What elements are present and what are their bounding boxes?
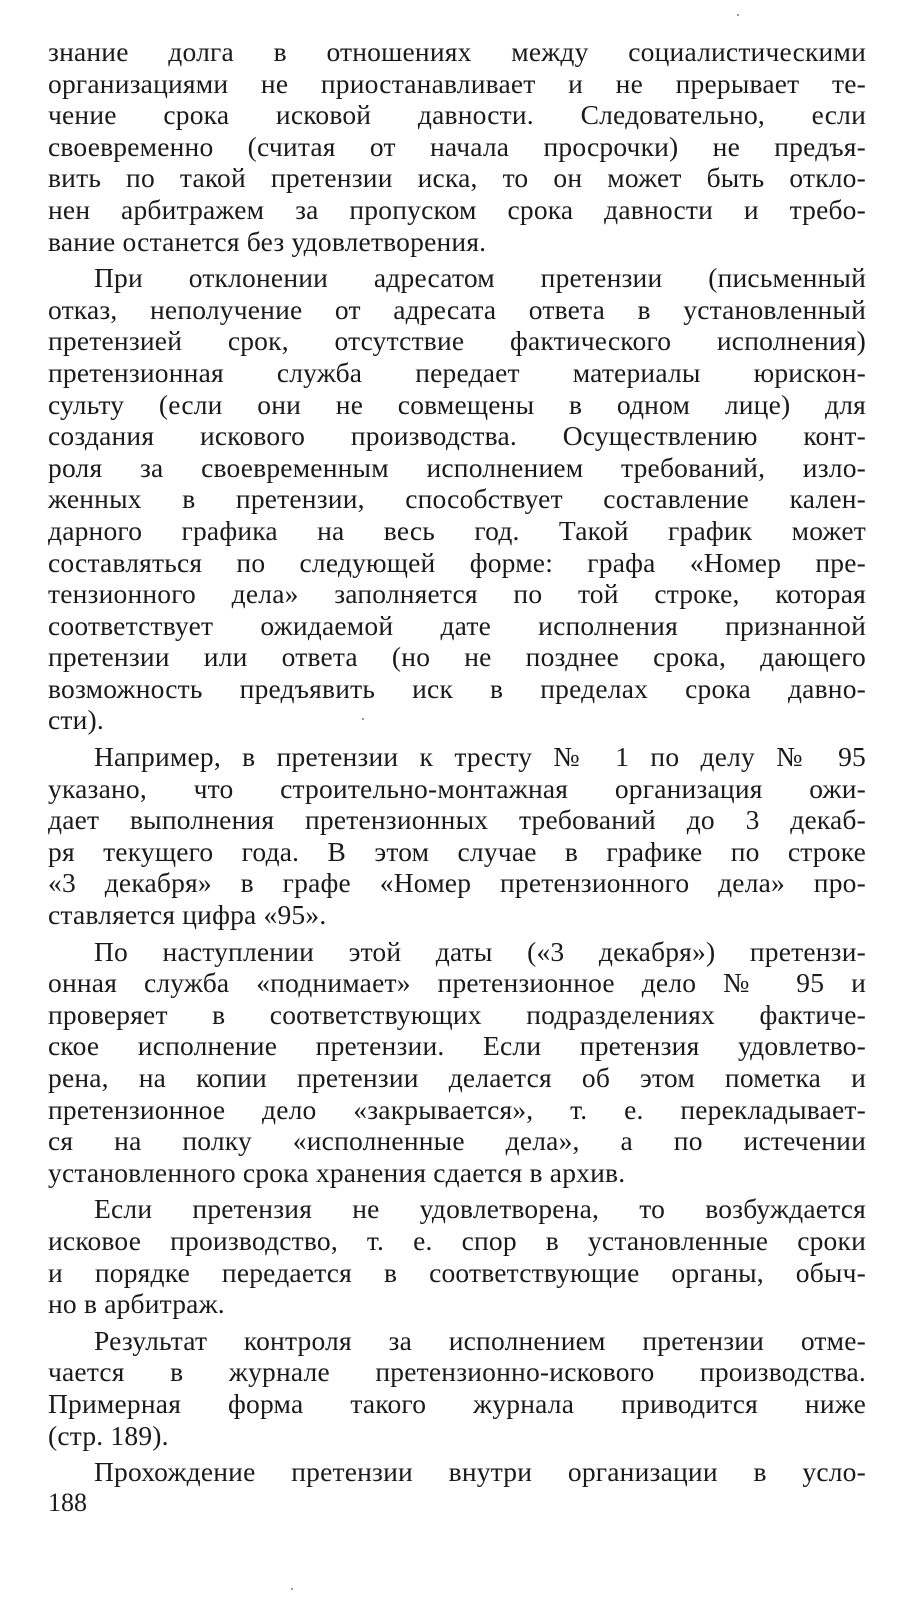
text-line: женных в претензии, способствует составление кален- — [48, 483, 866, 515]
text-line: возможность предъявить иск в пределах срока давно- — [48, 672, 866, 704]
page-body — [48, 36, 866, 1488]
text-line: претензии или ответа (но не позднее срока, дающего — [48, 641, 866, 673]
text-line: онная служба «поднимает» претензионное дело № 95 и — [48, 967, 866, 999]
paragraph — [48, 262, 866, 736]
text-line: сти). — [48, 704, 104, 736]
text-line: тензионного дела» заполняется по той строке, которая — [48, 578, 866, 610]
text-line: вание останется без удовлетворения. — [48, 225, 487, 257]
paragraph — [48, 1193, 866, 1319]
text-line: указано, что строительно-монтажная организация ожи- — [48, 772, 866, 804]
text-line: «3 декабря» в графе «Номер претензионного дела» про- — [48, 867, 866, 899]
text-line: отказ, неполучение от адресата ответа в установленный — [48, 293, 866, 325]
print-speck — [362, 718, 364, 720]
text-line: Примерная форма такого журнала приводится ниже — [48, 1387, 866, 1419]
paragraph — [48, 741, 866, 931]
text-line: При отклонении адресатом претензии (письменный — [94, 262, 866, 294]
text-line: установленного срока хранения сдается в архив. — [48, 1156, 626, 1188]
text-line: ся на полку «исполненные дела», а по истечении — [48, 1125, 866, 1157]
text-line: исковое производство, т. е. спор в установленные сроки — [48, 1224, 866, 1256]
paragraph — [48, 1325, 866, 1451]
paragraph — [48, 36, 866, 257]
text-line: своевременно (считая от начала просрочки) не предъя- — [48, 130, 866, 162]
text-line: соответствует ожидаемой дате исполнения признанной — [48, 609, 866, 641]
text-line: По наступлении этой даты («3 декабря») претензи- — [94, 935, 866, 967]
text-line: но в арбитраж. — [48, 1288, 225, 1320]
text-line: рена, на копии претензии делается об этом пометка и — [48, 1062, 866, 1093]
text-line: чение срока исковой давности. Следовательно, если — [48, 99, 866, 131]
text-line: претензионное дело «закрывается», т. е. перекладывает- — [48, 1093, 866, 1125]
text-line: проверяет в соответствующих подразделениях фактиче- — [48, 998, 866, 1030]
text-line: знание долга в отношениях между социалистическими — [48, 36, 866, 67]
text-line: ское исполнение претензии. Если претензия удовлетво- — [48, 1030, 866, 1062]
paragraph — [48, 1456, 866, 1488]
text-line: претензией срок, отсутствие фактического исполнения) — [48, 325, 866, 357]
text-line: и порядке передается в соответствующие органы, обыч- — [48, 1256, 866, 1288]
text-line: Если претензия не удовлетворена, то возбуждается — [94, 1193, 866, 1225]
text-line: ставляется цифра «95». — [48, 899, 327, 931]
text-line: ря текущего года. В этом случае в графике по строке — [48, 835, 866, 867]
page-number: 188 — [48, 1488, 87, 1517]
text-line: чается в журнале претензионно-искового производства. — [48, 1356, 866, 1388]
text-line: Результат контроля за исполнением претензии отме- — [94, 1324, 866, 1356]
text-line: сульту (если они не совмещены в одном лице) для — [48, 388, 866, 420]
text-line: дает выполнения претензионных требований до 3 декаб- — [48, 804, 866, 836]
text-line: вить по такой претензии иска, то он может быть откло- — [48, 162, 866, 194]
text-line: роля за своевременным исполнением требований, изло- — [48, 451, 866, 483]
text-line: Например, в претензии к тресту № 1 по делу № 95 — [94, 741, 866, 773]
paragraph — [48, 936, 866, 1189]
text-line: претензионная служба передает материалы юрискон- — [48, 356, 866, 388]
text-line: дарного графика на весь год. Такой график может — [48, 514, 866, 546]
text-line: Прохождение претензии внутри организации в усло- — [94, 1456, 866, 1488]
text-line: составляться по следующей форме: графа «Номер пре- — [48, 546, 866, 578]
print-speck — [737, 14, 739, 16]
print-speck — [291, 1588, 293, 1590]
text-line: создания искового производства. Осуществлению конт- — [48, 420, 866, 452]
text-line: нен арбитражем за пропуском срока давности и требо- — [48, 193, 866, 225]
text-line: (стр. 189). — [48, 1419, 169, 1451]
text-line: организациями не приостанавливает и не прерывает те- — [48, 67, 866, 99]
